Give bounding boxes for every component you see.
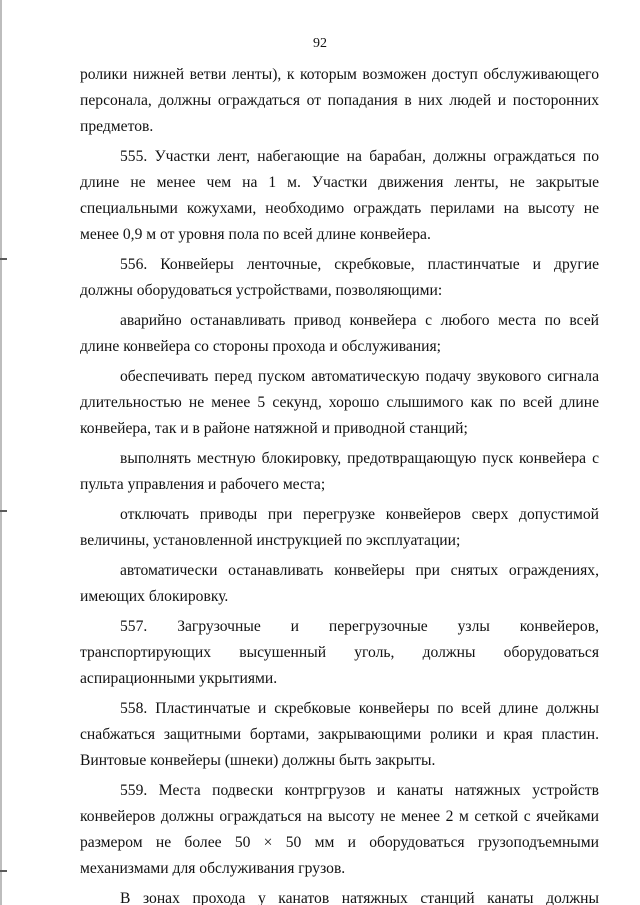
page-number: 92 [313,36,327,51]
scan-mark [0,870,7,872]
paragraph-559: 559. Места подвески контргрузов и канаты натяжных устройств конвейеров должны ограждаться на высоту не менее 2 м сеткой с ячейками размером не более 50 × 50 мм и оборудоваться грузоподъемными механизмами для обслуживания грузов. [80,782,599,877]
page-left-edge [0,0,2,905]
scan-mark [0,258,7,260]
paragraph-557: 557. Загрузочные и перегрузочные узлы конвейеров, транспортирующих высушенный уголь, должны оборудоваться аспирационными укрытиями. [80,618,599,687]
paragraph-continuation: ролики нижней ветви ленты), к которым возможен доступ обслуживающего персонала, должны ограждаться от попадания в них людей и посторонних предметов. [80,66,599,135]
paragraph-556-item: отключать приводы при перегрузке конвейеров сверх допустимой величины, установленной инструкцией по эксплуатации; [80,506,599,549]
document-body [80,62,599,905]
scan-mark [0,510,7,512]
paragraph-556-item: выполнять местную блокировку, предотвращающую пуск конвейера с пульта управления и рабочего места; [80,450,599,493]
paragraph-556-item: аварийно останавливать привод конвейера с любого места по всей длине конвейера со стороны прохода и обслуживания; [80,312,599,355]
paragraph-556-item: обеспечивать перед пуском автоматическую подачу звукового сигнала длительностью не менее 5 секунд, хорошо слышимого как по всей длине конвейера, так и в районе натяжной и приводной станций; [80,368,599,437]
paragraph-555: 555. Участки лент, набегающие на барабан, должны ограждаться по длине не менее чем на 1 м. Участки движения ленты, не закрытые специальными кожухами, необходимо ограждать перилами на высоту не менее 0,9 м от уровня пола по всей длине конвейера. [80,148,599,243]
paragraph-556: 556. Конвейеры ленточные, скребковые, пластинчатые и другие должны оборудоваться устройствами, позволяющими: [80,256,599,299]
paragraph-556-item: автоматически останавливать конвейеры при снятых ограждениях, имеющих блокировку. [80,562,599,605]
paragraph-558: 558. Пластинчатые и скребковые конвейеры по всей длине должны снабжаться защитными бортами, закрывающими ролики и края пластин. Винтовые конвейеры (шнеки) должны быть закрыты. [80,700,599,769]
paragraph-continues-next-page: В зонах прохода у канатов натяжных станций канаты должны [120,890,599,905]
